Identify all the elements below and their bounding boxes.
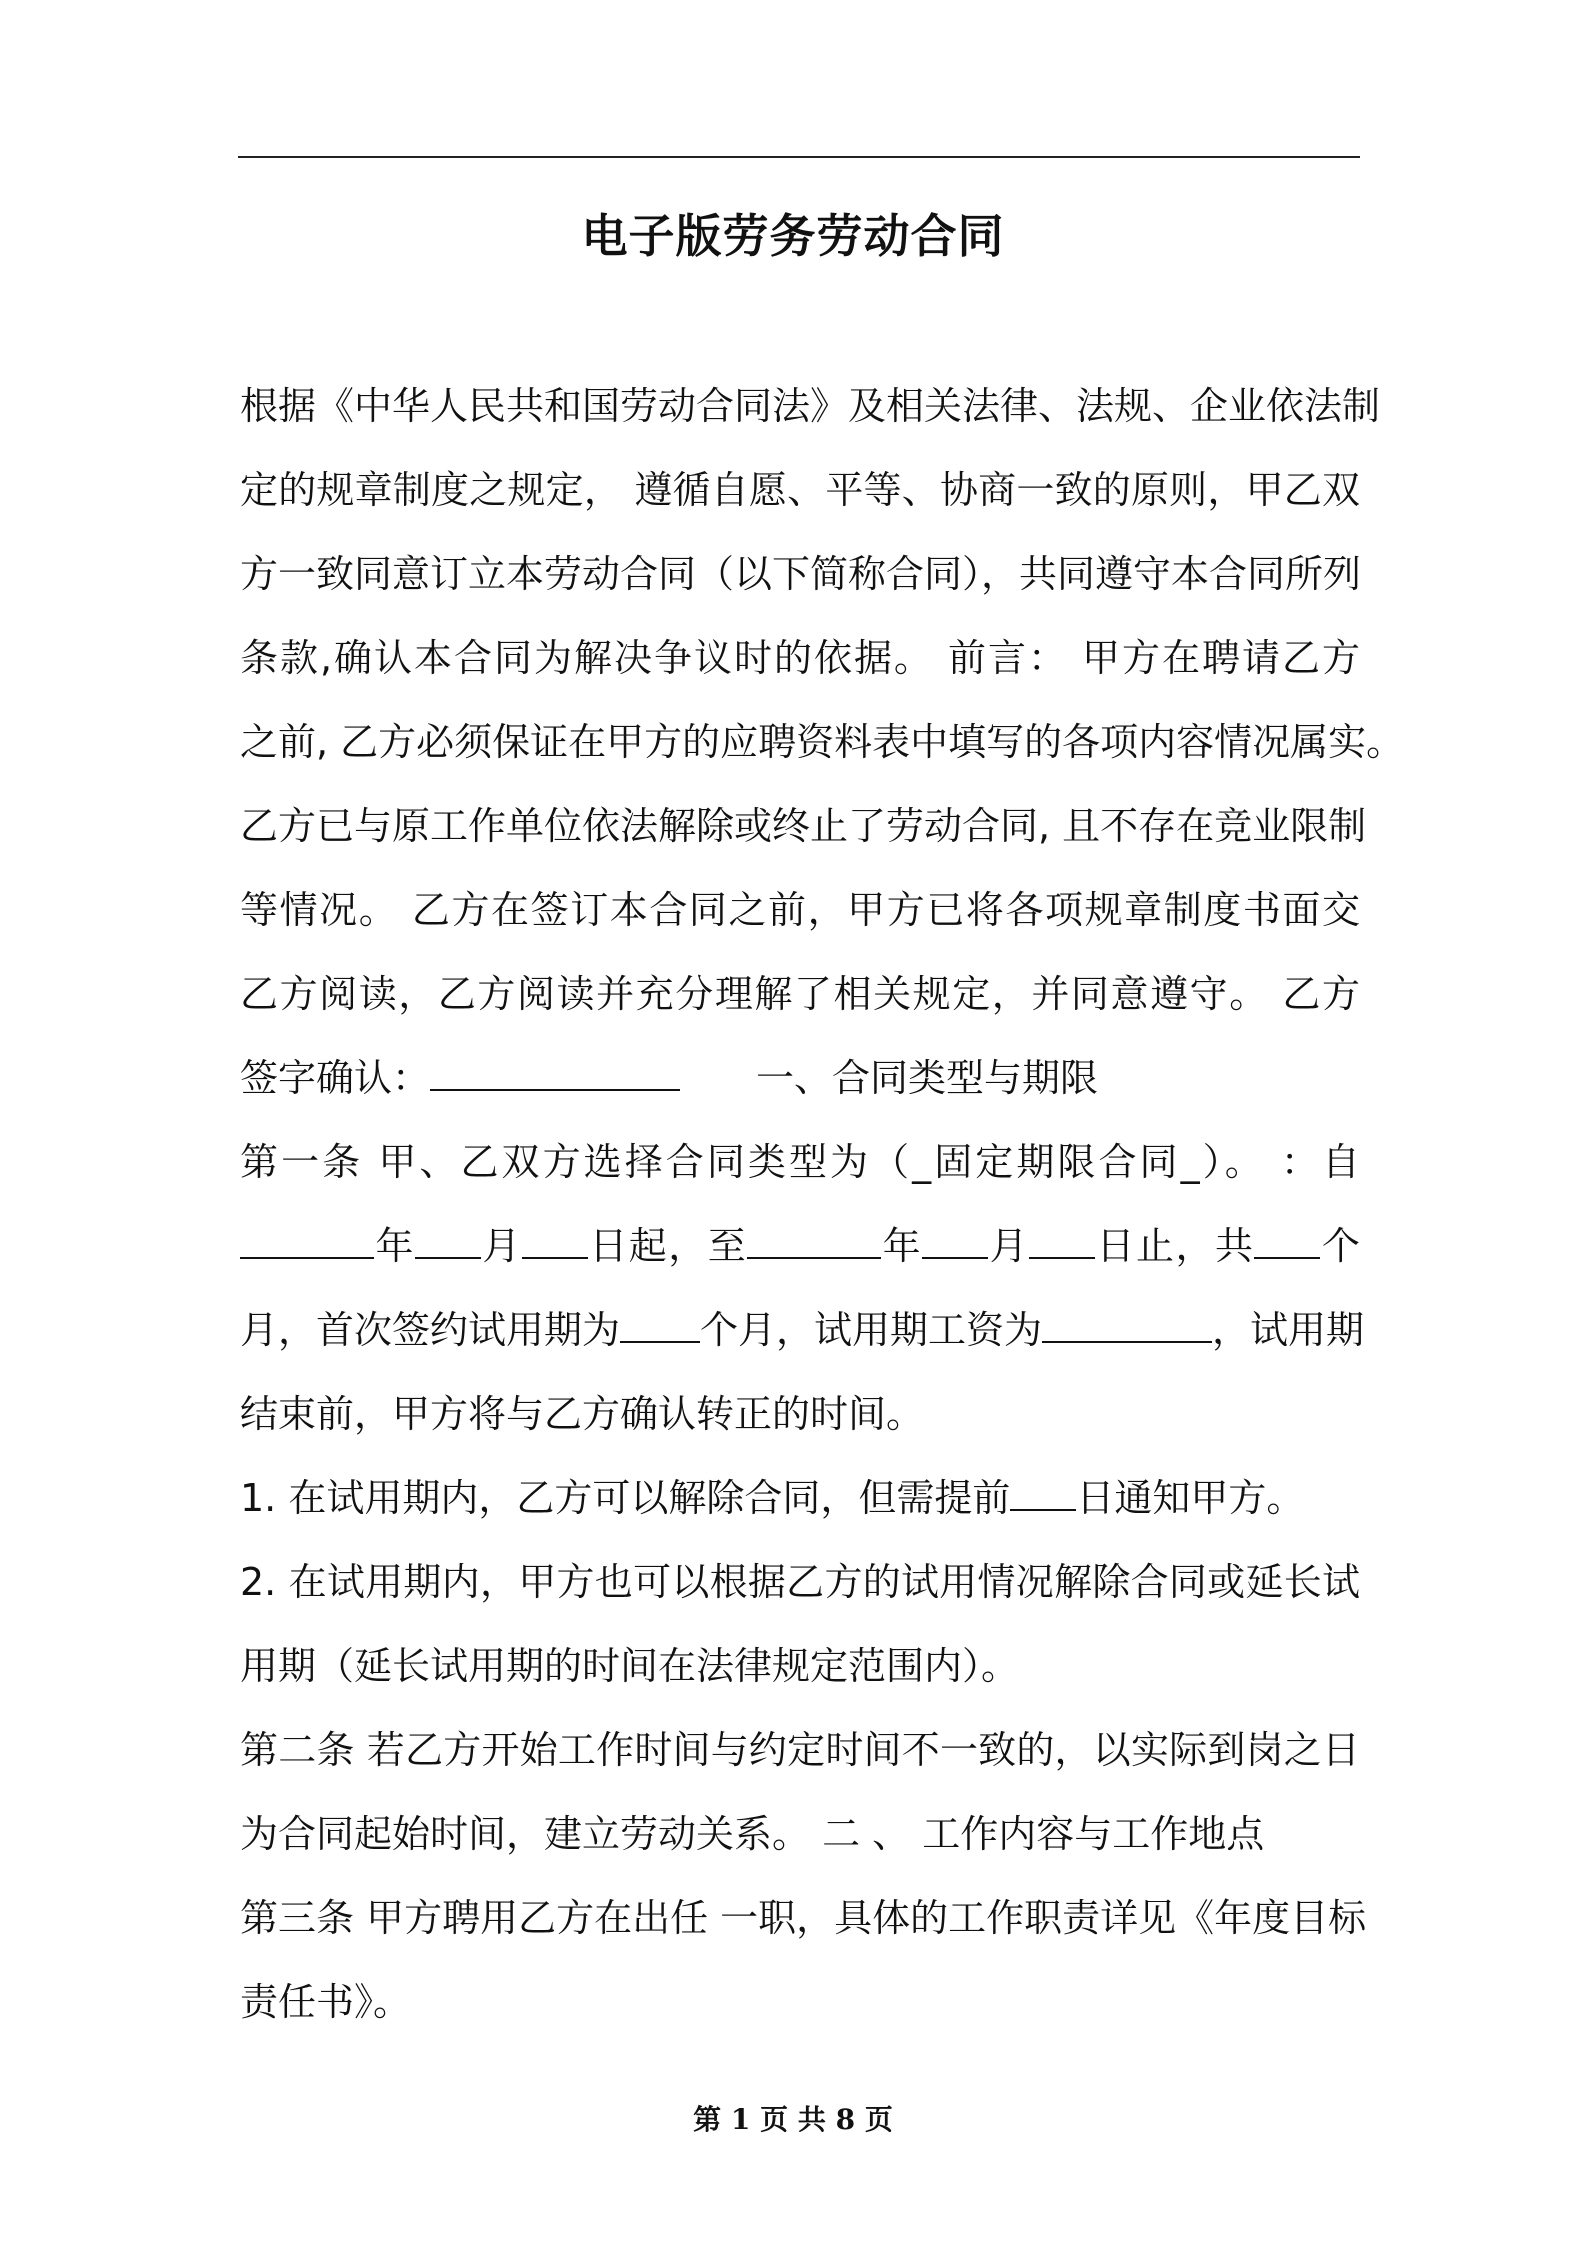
article3-line: 责任书》。: [240, 1980, 412, 2024]
notice-days-blank[interactable]: [1010, 1471, 1076, 1511]
article2-line: 为合同起始时间，建立劳动关系。 二 、 工作内容与工作地点: [240, 1812, 1265, 1856]
item2-line: 2. 在试用期内，甲方也可以根据乙方的试用情况解除合同或延长试: [240, 1560, 1360, 1604]
section1-heading: 一、合同类型与期限: [756, 1056, 1099, 1100]
header-rule: [238, 156, 1360, 158]
article2-line: 第二条 若乙方开始工作时间与约定时间不一致的，以实际到岗之日: [240, 1728, 1360, 1772]
document-title: 电子版劳务劳动合同: [581, 209, 1005, 263]
document-body: [240, 364, 1405, 2044]
term-line: 年 月 日起，至 年 月 日止，共 个: [240, 1204, 1360, 1288]
end-month-blank[interactable]: [922, 1219, 988, 1259]
paragraph-line: 条款,确认本合同为解决争议时的依据。 前言： 甲方在聘请乙方: [240, 636, 1360, 680]
paragraph-line: 之前, 乙方必须保证在甲方的应聘资料表中填写的各项内容情况属实。: [240, 720, 1405, 764]
paragraph-line: 方一致同意订立本劳动合同（以下简称合同），共同遵守本合同所列: [240, 552, 1362, 596]
probation-months-blank[interactable]: [620, 1303, 700, 1343]
end-day-blank[interactable]: [1029, 1219, 1095, 1259]
start-year-blank[interactable]: [240, 1219, 374, 1259]
probation-end-line: 结束前，甲方将与乙方确认转正的时间。: [240, 1392, 925, 1436]
paragraph-line: 乙方阅读，乙方阅读并充分理解了相关规定，并同意遵守。 乙方: [240, 972, 1360, 1016]
probation-wage-blank[interactable]: [1042, 1303, 1212, 1343]
total-months-blank[interactable]: [1254, 1219, 1320, 1259]
item1-line: 1. 在试用期内，乙方可以解除合同，但需提前 日通知甲方。: [240, 1456, 1360, 1540]
article3-line: 第三条 甲方聘用乙方在出任 一职，具体的工作职责详见《年度目标: [240, 1896, 1367, 1940]
article1-line: 第一条 甲、乙双方选择合同类型为（_固定期限合同_）。 ：自: [240, 1140, 1360, 1184]
signature-blank[interactable]: [430, 1051, 680, 1091]
paragraph-line: 等情况。 乙方在签订本合同之前，甲方已将各项规章制度书面交: [240, 888, 1360, 932]
paragraph-line: 根据《中华人民共和国劳动合同法》及相关法律、法规、企业依法制: [240, 384, 1381, 428]
start-day-blank[interactable]: [522, 1219, 588, 1259]
signature-line: [240, 1036, 1360, 1120]
paragraph-line: 定的规章制度之规定， 遵循自愿、平等、协商一致的原则，甲乙双: [240, 468, 1360, 512]
sign-label: 签字确认：: [240, 1056, 431, 1100]
paragraph-line: 乙方已与原工作单位依法解除或终止了劳动合同, 且不存在竞业限制: [240, 804, 1367, 848]
probation-line: 月，首次签约试用期为 个月，试用期工资为 ，试用期: [240, 1288, 1360, 1372]
page-number: 第 1 页 共 8 页: [693, 2103, 893, 2136]
item2-line: 用期（延长试用期的时间在法律规定范围内）。: [240, 1644, 1020, 1688]
start-month-blank[interactable]: [415, 1219, 481, 1259]
end-year-blank[interactable]: [747, 1219, 881, 1259]
